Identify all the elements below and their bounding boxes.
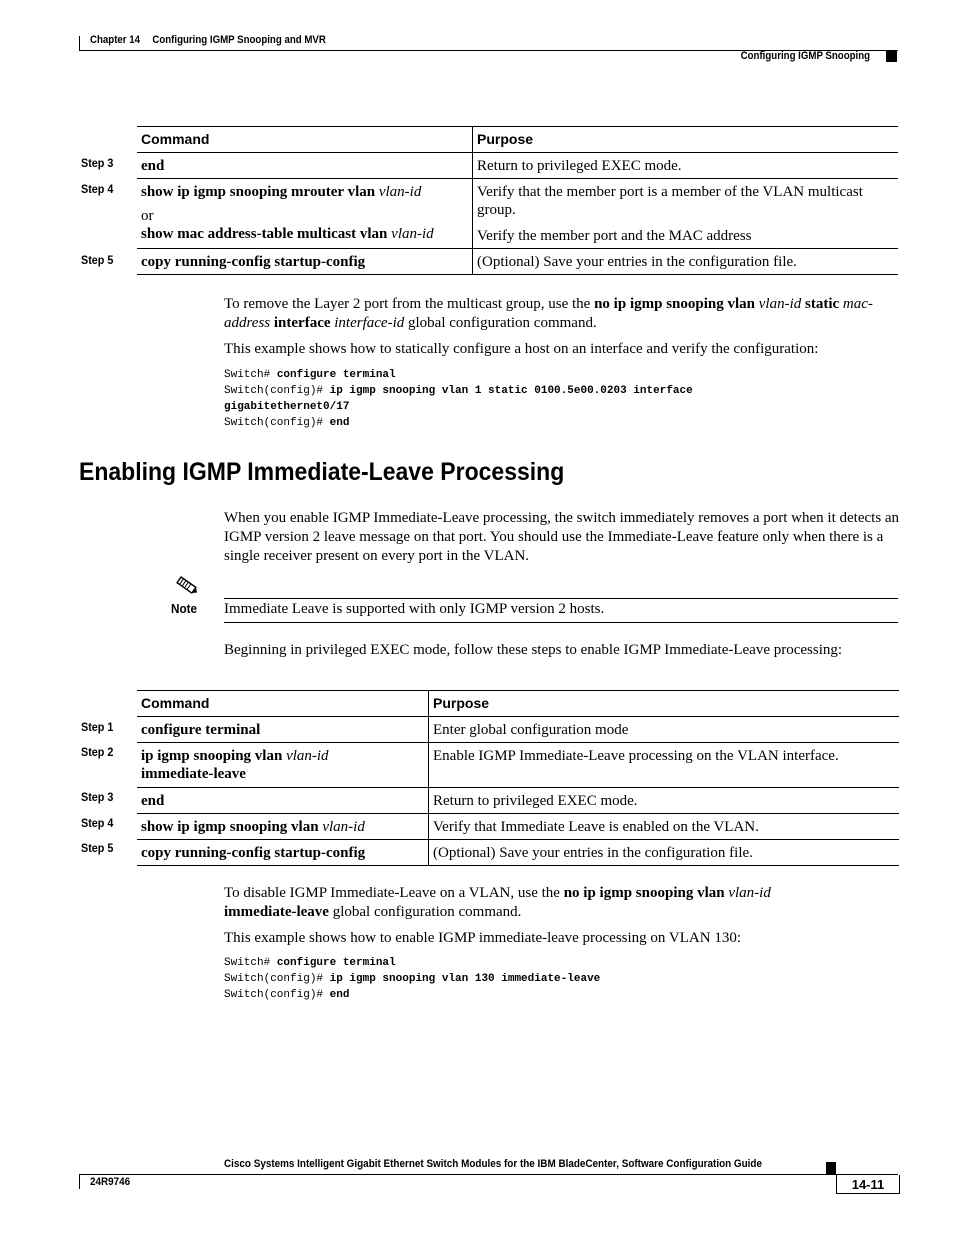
code-command: end [329,417,350,429]
code-command: ip igmp snooping vlan 1 static 0100.5e00.0203 interface [329,385,693,397]
header-marker-square [886,51,897,62]
command-table-2 [137,690,899,866]
prompt: Switch# [224,369,277,381]
purpose-text: Verify that Immediate Leave is enabled on the VLAN. [429,814,900,840]
purpose-text: Return to privileged EXEC mode. [473,153,899,179]
text: global configuration command. [328,904,522,920]
command-text: interface [273,315,331,331]
table-row [137,249,898,275]
table-header-command: Command [137,691,429,717]
purpose-text: (Optional) Save your entries in the configuration file. [473,249,899,275]
table-header-command: Command [137,127,473,153]
command-text: immediate-leave [141,766,246,782]
command-argument: vlan-id [391,226,434,242]
table-header-purpose: Purpose [429,691,900,717]
code-command: configure terminal [276,957,396,969]
footer-book-title: Cisco Systems Intelligent Gigabit Ethernet Switch Modules for the IBM BladeCenter, Software Configuration Guide [224,1158,762,1170]
note-text: Immediate Leave is supported with only IGMP version 2 hosts. [224,601,605,617]
note-rule-top [224,598,898,599]
step-label: Step 4 [81,816,114,830]
or-text: or [141,208,154,224]
code-command: configure terminal [276,369,396,381]
command-table-1 [137,126,898,275]
step-label: Step 4 [81,182,114,196]
step-label: Step 3 [81,790,114,804]
command-text: ip igmp snooping vlan [141,748,283,764]
command-text: static [805,296,840,312]
prompt: Switch(config)# [224,973,330,985]
purpose-text: Enter global configuration mode [429,717,900,743]
table-row [137,814,899,840]
paragraph-example-intro: This example shows how to statically configure a host on an interface and verify the configuration: [224,341,819,357]
purpose-text: (Optional) Save your entries in the configuration file. [429,840,900,866]
command-argument: vlan-id [322,819,365,835]
command-argument: vlan-id [728,885,771,901]
purpose-text: Enable IGMP Immediate-Leave processing on the VLAN interface. [429,743,900,788]
command-text: show ip igmp snooping mrouter vlan [141,184,376,200]
prompt: Switch# [224,957,277,969]
code-example-2 [224,955,600,1003]
command-text: copy running-config startup-config [141,254,366,270]
prompt: Switch(config)# [224,417,330,429]
page-number: 14-11 [836,1175,900,1194]
step-label: Step 1 [81,720,114,734]
footer-marker [826,1162,836,1174]
command-argument: vlan-id [286,748,329,764]
text: global configuration command. [404,315,597,331]
chapter-title: Configuring IGMP Snooping and MVR [152,34,326,46]
command-text: configure terminal [141,722,261,738]
command-text: show ip igmp snooping vlan [141,819,319,835]
command-text: end [141,158,165,174]
code-example-1 [224,367,693,431]
note-label: Note [171,601,198,616]
step-label: Step 2 [81,745,114,759]
step-label: Step 5 [81,253,114,267]
purpose-text: Return to privileged EXEC mode. [429,788,900,814]
header-rule-vertical [79,36,80,50]
command-text: copy running-config startup-config [141,845,366,861]
paragraph-remove-port [224,295,900,333]
text: To disable IGMP Immediate-Leave on a VLAN, use the [224,885,564,901]
paragraph-example-vlan130: This example shows how to enable IGMP immediate-leave processing on VLAN 130: [224,930,741,946]
table-row [137,840,899,866]
paragraph-steps-intro: Beginning in privileged EXEC mode, follow these steps to enable IGMP Immediate-Leave processing: [224,642,843,658]
note-pencil-icon [174,574,200,603]
note-rule-bottom [224,622,898,623]
running-header-section: Configuring IGMP Snooping [740,50,870,62]
text: To remove the Layer 2 port from the multicast group, use the [224,296,595,312]
paragraph-disable-immediate-leave [224,884,900,922]
footer-rule [79,1174,898,1175]
step-label: Step 5 [81,841,114,855]
table-row [137,743,899,788]
purpose-text: Verify that the member port is a member of the VLAN multicast group. [477,184,863,218]
command-argument: mac-address [224,296,873,331]
command-argument: vlan-id [378,184,422,200]
table-row [137,788,899,814]
footer-doc-number: 24R9746 [90,1176,131,1188]
chapter-number: Chapter 14 [90,34,141,46]
prompt: Switch(config)# [224,989,330,1001]
command-argument: vlan-id [758,296,802,312]
command-text: immediate-leave [224,904,329,920]
command-text: show mac address-table multicast vlan [141,226,388,242]
prompt: Switch(config)# [224,385,330,397]
footer-rule-vertical [79,1175,80,1189]
running-header-chapter [90,34,326,46]
command-text: end [141,793,165,809]
purpose-text: Verify the member port and the MAC address [477,228,752,244]
table-row [137,717,899,743]
code-command: gigabitethernet0/17 [224,401,350,413]
command-argument: interface-id [334,315,405,331]
code-command: end [329,989,350,1001]
command-text: no ip igmp snooping vlan [563,885,725,901]
code-command: ip igmp snooping vlan 130 immediate-leave [329,973,601,985]
paragraph-immediate-leave-intro: When you enable IGMP Immediate-Leave processing, the switch immediately removes a port when it detects an IGMP version 2 leave message on that port. You should use the Immediate-Leave feature only when there is a single receiver present on every port in the VLAN. [224,510,900,564]
command-text: no ip igmp snooping vlan [594,296,755,312]
table-row [137,153,898,179]
table-header-purpose: Purpose [473,127,899,153]
table-row [137,179,898,249]
section-heading: Enabling IGMP Immediate-Leave Processing [79,458,565,486]
step-label: Step 3 [81,156,114,170]
